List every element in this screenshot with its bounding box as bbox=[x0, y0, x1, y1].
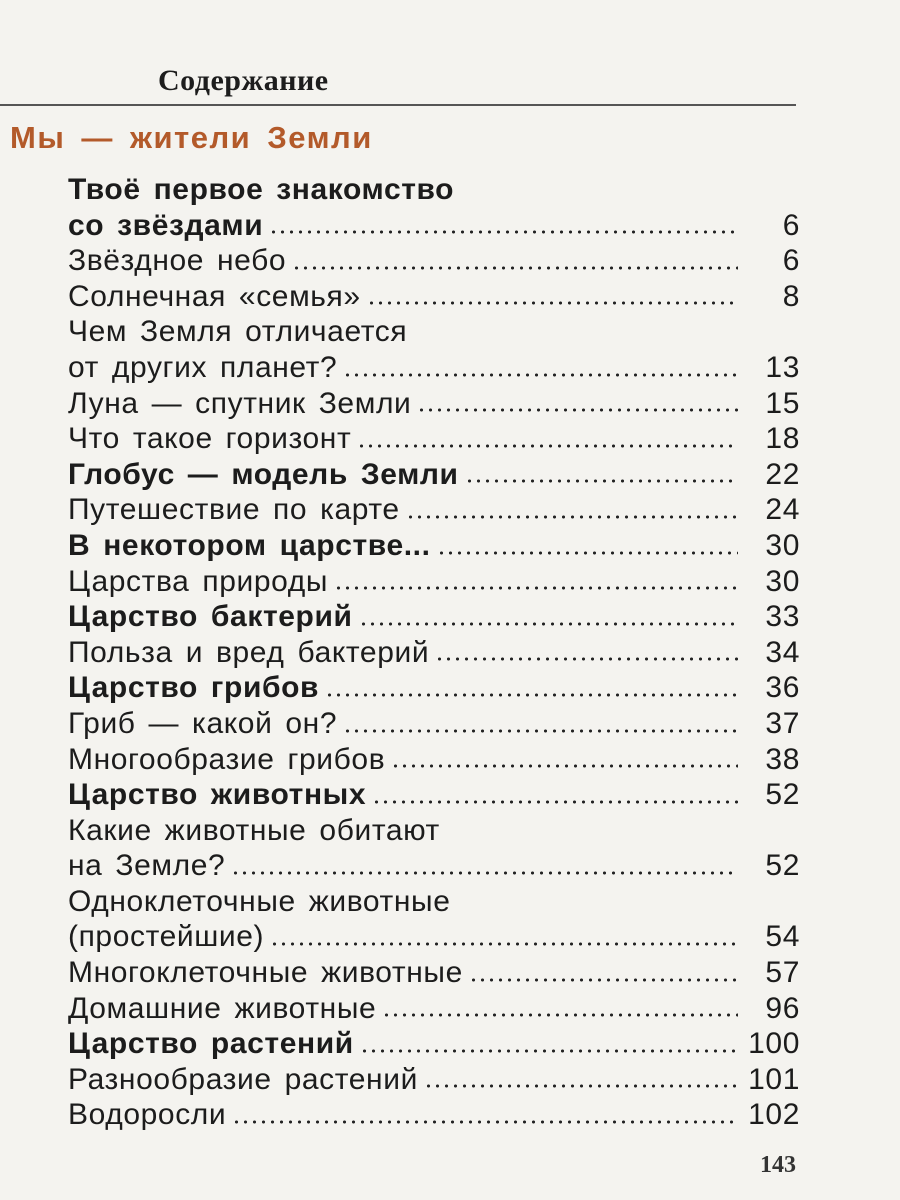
dot-leader bbox=[469, 978, 738, 982]
dot-leader bbox=[292, 266, 738, 270]
dot-leader bbox=[343, 729, 738, 733]
page-number: 143 bbox=[760, 1152, 796, 1178]
toc-entry bbox=[68, 172, 800, 243]
toc-entry-title: Солнечная «семья» bbox=[68, 279, 361, 313]
toc-entry-page: 30 bbox=[765, 528, 800, 562]
toc-entry bbox=[68, 635, 800, 671]
toc-entry-title: Разнообразие растений bbox=[68, 1062, 418, 1096]
toc-entry-page: 8 bbox=[782, 279, 800, 313]
toc-entry-row bbox=[68, 279, 800, 315]
toc-entry-page: 34 bbox=[765, 635, 800, 669]
toc-entry-page: 24 bbox=[765, 493, 800, 527]
toc-entry-title: Многоклеточные животные bbox=[68, 956, 463, 990]
heading-divider bbox=[0, 104, 796, 106]
toc-entry bbox=[68, 1097, 800, 1133]
toc-entry-row bbox=[68, 991, 800, 1027]
dot-leader bbox=[372, 800, 738, 804]
dot-leader bbox=[435, 657, 738, 661]
toc-entry-row bbox=[68, 1062, 800, 1098]
toc-entry-page: 6 bbox=[782, 208, 800, 242]
toc-entry-title: Глобус — модель Земли bbox=[68, 457, 459, 491]
toc-entry-row bbox=[68, 955, 800, 991]
toc-entry-page: 36 bbox=[765, 671, 800, 705]
toc-entry-title: Царства природы bbox=[68, 564, 329, 598]
toc-entry-title: Царство растений bbox=[68, 1027, 354, 1061]
dot-leader bbox=[232, 1120, 738, 1124]
toc-entry-title: со звёздами bbox=[68, 208, 264, 242]
toc-entry-row bbox=[68, 1026, 800, 1062]
toc-entry-row bbox=[68, 742, 800, 778]
toc-entry-title: Что такое горизонт bbox=[68, 422, 352, 456]
toc-entry-row bbox=[68, 421, 800, 457]
toc-entry-row bbox=[68, 777, 800, 813]
toc-entry bbox=[68, 991, 800, 1027]
toc-entry-page: 37 bbox=[765, 706, 800, 740]
dot-leader bbox=[437, 551, 738, 555]
toc-entry-row bbox=[68, 457, 800, 493]
toc-entry-title: Путешествие по карте bbox=[68, 493, 400, 527]
dot-leader bbox=[367, 301, 738, 305]
toc-entry-title: Звёздное небо bbox=[68, 244, 287, 278]
toc-entry bbox=[68, 706, 800, 742]
toc-entry-page: 13 bbox=[765, 350, 800, 384]
toc-entry-row bbox=[68, 670, 800, 706]
toc-entry-title-line: Твоё первое знакомство bbox=[68, 173, 455, 206]
table-of-contents bbox=[68, 172, 800, 1133]
toc-entry-title: Польза и вред бактерий bbox=[68, 635, 430, 669]
toc-entry-title: Царство бактерий bbox=[68, 600, 353, 634]
toc-entry-row bbox=[68, 599, 800, 635]
dot-leader bbox=[417, 408, 738, 412]
toc-entry-page: 54 bbox=[765, 920, 800, 954]
toc-entry bbox=[68, 742, 800, 778]
toc-entry-page: 18 bbox=[765, 422, 800, 456]
toc-entry-page: 96 bbox=[765, 991, 800, 1025]
toc-entry-page: 22 bbox=[765, 457, 800, 491]
toc-entry bbox=[68, 279, 800, 315]
contents-heading: Содержание bbox=[158, 64, 329, 97]
toc-entry bbox=[68, 243, 800, 279]
dot-leader bbox=[382, 1013, 738, 1017]
toc-entry-title: Гриб — какой он? bbox=[68, 706, 338, 740]
dot-leader bbox=[406, 515, 738, 519]
toc-entry-page: 52 bbox=[765, 778, 800, 812]
toc-entry-page: 33 bbox=[765, 600, 800, 634]
toc-entry-title: Водоросли bbox=[68, 1098, 227, 1132]
toc-entry bbox=[68, 1026, 800, 1062]
toc-entry-page: 30 bbox=[765, 564, 800, 598]
toc-entry-page: 38 bbox=[765, 742, 800, 776]
toc-entry bbox=[68, 421, 800, 457]
toc-entry-row bbox=[68, 919, 800, 955]
toc-entry-page: 6 bbox=[782, 244, 800, 278]
toc-entry-row bbox=[68, 350, 800, 386]
toc-entry bbox=[68, 457, 800, 493]
toc-entry bbox=[68, 314, 800, 385]
toc-entry-title: (простейшие) bbox=[68, 920, 265, 954]
toc-entry-page: 15 bbox=[765, 386, 800, 420]
dot-leader bbox=[269, 230, 738, 234]
toc-entry bbox=[68, 884, 800, 955]
toc-entry-page: 102 bbox=[748, 1098, 800, 1132]
toc-entry bbox=[68, 564, 800, 600]
toc-entry bbox=[68, 599, 800, 635]
toc-entry bbox=[68, 1062, 800, 1098]
toc-entry-title: Луна — спутник Земли bbox=[68, 386, 412, 420]
toc-entry-title-line: Какие животные обитают bbox=[68, 813, 440, 847]
toc-entry bbox=[68, 492, 800, 528]
toc-entry-page: 57 bbox=[765, 956, 800, 990]
toc-entry-page: 101 bbox=[748, 1062, 800, 1096]
dot-leader bbox=[343, 373, 738, 377]
toc-entry-page: 52 bbox=[765, 849, 800, 883]
toc-entry-title: Царство грибов bbox=[68, 671, 320, 705]
dot-leader bbox=[325, 693, 738, 697]
toc-entry-row bbox=[68, 564, 800, 600]
dot-leader bbox=[270, 942, 738, 946]
dot-leader bbox=[360, 1049, 738, 1053]
toc-entry-row bbox=[68, 208, 800, 244]
toc-entry-title: Домашние животные bbox=[68, 991, 377, 1025]
toc-entry-page: 100 bbox=[748, 1027, 800, 1061]
toc-entry-title: В некотором царстве... bbox=[68, 528, 431, 562]
toc-entry-title-line: Чем Земля отличается bbox=[68, 315, 408, 349]
dot-leader bbox=[424, 1084, 738, 1088]
dot-leader bbox=[357, 444, 738, 448]
toc-entry bbox=[68, 777, 800, 813]
dot-leader bbox=[334, 586, 738, 590]
toc-entry-row bbox=[68, 386, 800, 422]
toc-entry bbox=[68, 386, 800, 422]
dot-leader bbox=[359, 622, 738, 626]
toc-entry-title: Многообразие грибов bbox=[68, 742, 386, 776]
toc-entry bbox=[68, 813, 800, 884]
toc-entry-row bbox=[68, 848, 800, 884]
toc-entry bbox=[68, 670, 800, 706]
toc-entry-row bbox=[68, 492, 800, 528]
section-title: Мы — жители Земли bbox=[10, 120, 373, 155]
toc-entry-row bbox=[68, 1097, 800, 1133]
dot-leader bbox=[465, 479, 738, 483]
toc-entry-row bbox=[68, 706, 800, 742]
toc-entry bbox=[68, 955, 800, 991]
toc-entry-row bbox=[68, 635, 800, 671]
dot-leader bbox=[391, 764, 738, 768]
toc-entry-title-line: Одноклеточные животные bbox=[68, 884, 451, 918]
dot-leader bbox=[231, 871, 738, 875]
toc-entry-title: от других планет? bbox=[68, 350, 338, 384]
toc-entry-row bbox=[68, 243, 800, 279]
toc-entry bbox=[68, 528, 800, 564]
toc-entry-row bbox=[68, 528, 800, 564]
toc-entry-title: на Земле? bbox=[68, 849, 226, 883]
toc-entry-title: Царство животных bbox=[68, 778, 367, 812]
